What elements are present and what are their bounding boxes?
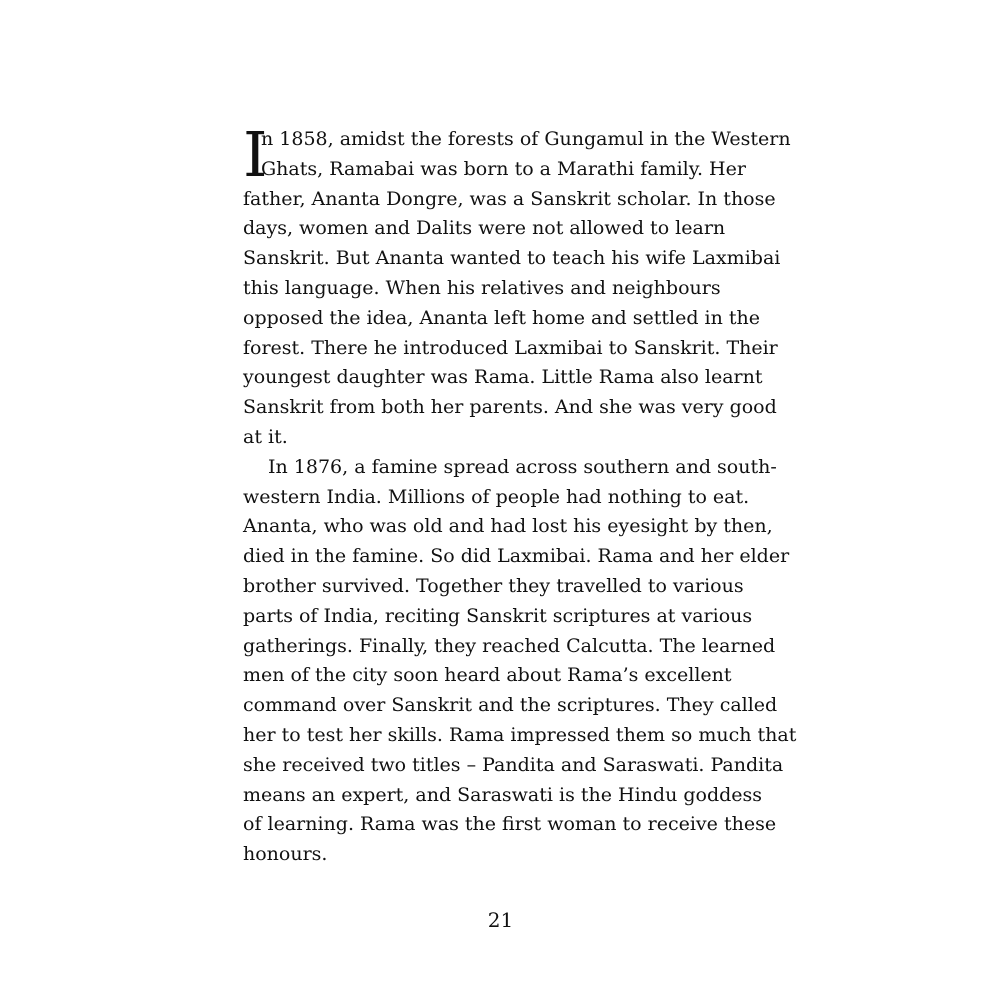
page-number: 21 [487, 908, 514, 932]
paragraph-line: died in the famine. So did Laxmibai. Rama and her elder [243, 545, 790, 568]
paragraph-line: parts of India, reciting Sanskrit scriptures at various [243, 604, 753, 627]
paragraph-line: of learning. Rama was the first woman to receive these [243, 813, 777, 836]
paragraph-line: Ananta, who was old and had lost his eyesight by then, [243, 515, 773, 538]
paragraph-line: honours. [243, 843, 328, 866]
paragraph-line: In 1876, a famine spread across southern and south- [268, 455, 777, 478]
paragraph-line: her to test her skills. Rama impressed them so much that [243, 723, 797, 746]
paragraph-line: n 1858, amidst the forests of Gungamul in the Western [261, 128, 791, 150]
paragraph-line: youngest daughter was Rama. Little Rama also learnt [243, 366, 763, 389]
paragraph-line: days, women and Dalits were not allowed to learn [243, 217, 726, 240]
paragraph-line: at it. [243, 425, 288, 448]
paragraph-line: father, Ananta Dongre, was a Sanskrit scholar. In those [243, 187, 776, 210]
paragraph-line: opposed the idea, Ananta left home and settled in the [243, 306, 760, 329]
paragraph-2 [243, 453, 797, 870]
paragraph-line: men of the city soon heard about Rama’s excellent [243, 664, 732, 687]
body-text [243, 118, 797, 870]
paragraph-line: gatherings. Finally, they reached Calcutta. The learned [243, 634, 776, 657]
paragraph-line: she received two titles – Pandita and Saraswati. Pandita [243, 753, 784, 776]
drop-cap: I [243, 118, 268, 191]
paragraph-line: command over Sanskrit and the scriptures. They called [243, 694, 778, 717]
paragraph-1 [243, 118, 791, 453]
paragraph-line: brother survived. Together they travelled to various [243, 574, 744, 597]
paragraph-line: Sanskrit from both her parents. And she was very good [243, 396, 777, 419]
paragraph-line: this language. When his relatives and neighbours [243, 276, 721, 299]
paragraph-line: forest. There he introduced Laxmibai to Sanskrit. Their [243, 336, 778, 359]
paragraph-line: means an expert, and Saraswati is the Hindu goddess [243, 783, 763, 806]
paragraph-line: Sanskrit. But Ananta wanted to teach his wife Laxmibai [243, 247, 781, 270]
paragraph-line: western India. Millions of people had nothing to eat. [243, 485, 750, 508]
paragraph-line: Ghats, Ramabai was born to a Marathi family. Her [261, 157, 746, 180]
